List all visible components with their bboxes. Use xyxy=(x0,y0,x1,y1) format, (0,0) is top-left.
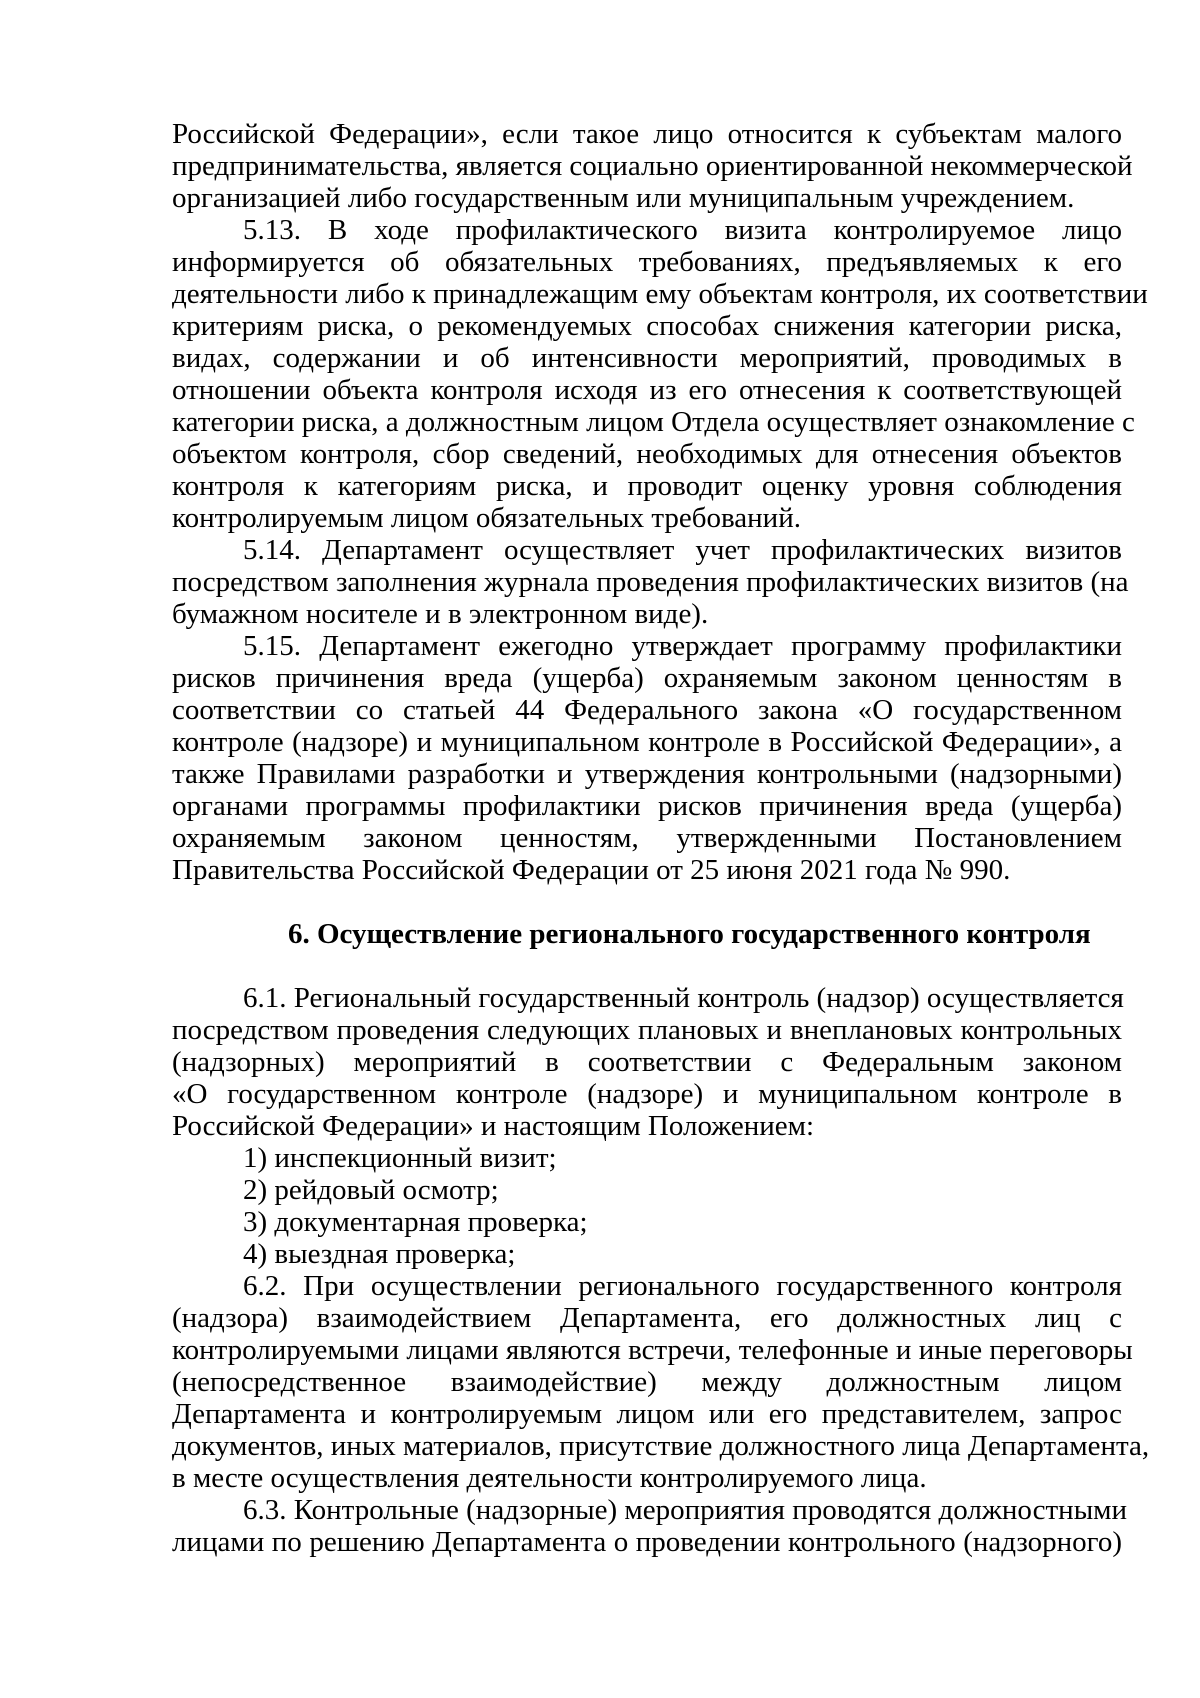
text-line: контролируемым лицом обязательных требований. xyxy=(172,502,801,534)
text-line: информируется об обязательных требованиях, предъявляемых к его xyxy=(172,246,1122,278)
text-line: (надзорных) мероприятий в соответствии с Федеральным законом xyxy=(172,1046,1122,1078)
text-line: контроле (надзоре) и муниципальном контроле в Российской Федерации», а xyxy=(172,726,1122,758)
text-line: лицами по решению Департамента о проведении контрольного (надзорного) xyxy=(172,1526,1122,1558)
text-line: органами программы профилактики рисков причинения вреда (ущерба) xyxy=(172,790,1122,822)
text-line: 5.15. Департамент ежегодно утверждает программу профилактики xyxy=(243,630,1122,662)
text-line: критериям риска, о рекомендуемых способах снижения категории риска, xyxy=(172,310,1122,342)
text-line: 6.2. При осуществлении регионального государственного контроля xyxy=(243,1270,1122,1302)
text-line: 5.14. Департамент осуществляет учет профилактических визитов xyxy=(243,534,1122,566)
text-line: в месте осуществления деятельности контролируемого лица. xyxy=(172,1462,927,1494)
text-line: охраняемым законом ценностям, утвержденными Постановлением xyxy=(172,822,1122,854)
text-line: «О государственном контроле (надзоре) и муниципальном контроле в xyxy=(172,1078,1122,1110)
list-item: 1) инспекционный визит; xyxy=(243,1142,557,1174)
text-line: посредством проведения следующих плановых и внеплановых контрольных xyxy=(172,1014,1122,1046)
list-item: 3) документарная проверка; xyxy=(243,1206,588,1238)
text-line: посредством заполнения журнала проведения профилактических визитов (на xyxy=(172,566,1129,598)
list-item: 4) выездная проверка; xyxy=(243,1238,516,1270)
text-line: 5.13. В ходе профилактического визита контролируемое лицо xyxy=(243,214,1122,246)
text-line: организацией либо государственным или муниципальным учреждением. xyxy=(172,182,1075,214)
text-line: рисков причинения вреда (ущерба) охраняемым законом ценностям в xyxy=(172,662,1122,694)
text-line: 6.3. Контрольные (надзорные) мероприятия проводятся должностными xyxy=(243,1494,1128,1526)
text-line: документов, иных материалов, присутствие должностного лица Департамента, xyxy=(172,1430,1150,1462)
text-line: деятельности либо к принадлежащим ему объектам контроля, их соответствии xyxy=(172,278,1148,310)
section-heading: 6. Осуществление регионального государственного контроля xyxy=(288,918,1091,950)
text-line: соответствии со статьей 44 Федерального закона «О государственном xyxy=(172,694,1122,726)
text-line: Правительства Российской Федерации от 25 июня 2021 года № 990. xyxy=(172,854,1011,886)
text-line: контролируемыми лицами являются встречи, телефонные и иные переговоры xyxy=(172,1334,1133,1366)
text-line: видах, содержании и об интенсивности мероприятий, проводимых в xyxy=(172,342,1122,374)
text-line: Департамента и контролируемым лицом или его представителем, запрос xyxy=(172,1398,1122,1430)
text-line: категории риска, а должностным лицом Отдела осуществляет ознакомление с xyxy=(172,406,1135,438)
text-line: (непосредственное взаимодействие) между должностным лицом xyxy=(172,1366,1122,1398)
text-line: 6.1. Региональный государственный контроль (надзор) осуществляется xyxy=(243,982,1124,1014)
text-line: бумажном носителе и в электронном виде). xyxy=(172,598,709,630)
text-line: отношении объекта контроля исходя из его отнесения к соответствующей xyxy=(172,374,1122,406)
list-item: 2) рейдовый осмотр; xyxy=(243,1174,499,1206)
text-line: контроля к категориям риска, и проводит оценку уровня соблюдения xyxy=(172,470,1122,502)
text-line: Российской Федерации», если такое лицо относится к субъектам малого xyxy=(172,118,1122,150)
text-line: также Правилами разработки и утверждения контрольными (надзорными) xyxy=(172,758,1122,790)
text-line: (надзора) взаимодействием Департамента, его должностных лиц с xyxy=(172,1302,1122,1334)
text-line: предпринимательства, является социально ориентированной некоммерческой xyxy=(172,150,1133,182)
text-line: Российской Федерации» и настоящим Положением: xyxy=(172,1110,815,1142)
text-line: объектом контроля, сбор сведений, необходимых для отнесения объектов xyxy=(172,438,1122,470)
